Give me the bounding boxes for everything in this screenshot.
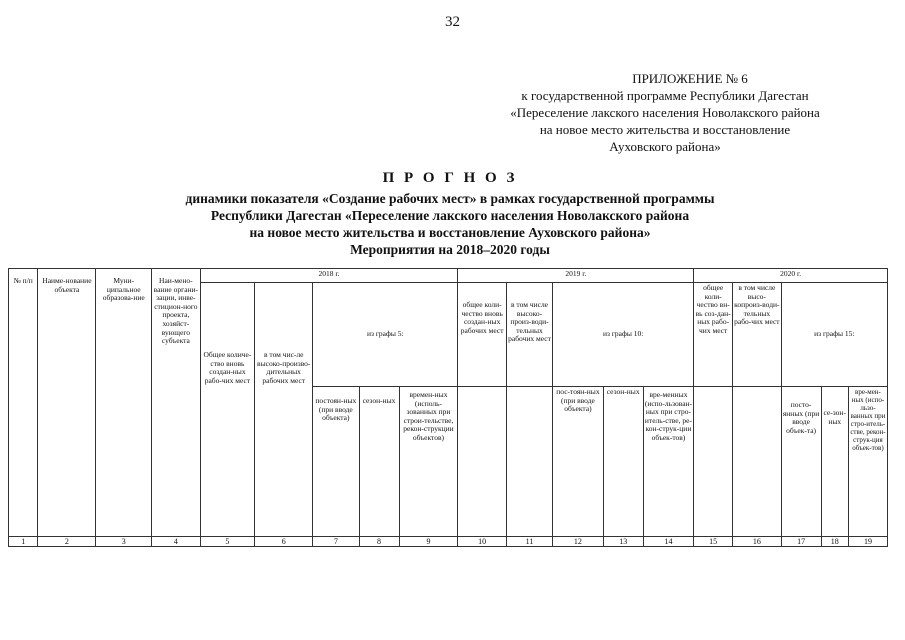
column-number: 6: [255, 537, 313, 547]
header-2020-total-cont: [694, 387, 733, 537]
column-number: 10: [458, 537, 506, 547]
header-2020-high-cont: [733, 387, 781, 537]
column-number: 19: [848, 537, 887, 547]
header-2020-seasonal: се-зон-ных: [821, 387, 848, 537]
title-line: Мероприятия на 2018–2020 годы: [350, 242, 550, 257]
header-2018-total: Общее количе-ство вновь создан-ных рабо-чих мест: [200, 283, 255, 537]
column-number: 15: [694, 537, 733, 547]
appendix-line: Ауховского района»: [609, 139, 721, 154]
header-year-2020: 2020 г.: [694, 269, 888, 283]
appendix-heading: [430, 70, 900, 155]
header-2019-total: общее коли-чество вновь создан-ных рабочих мест: [458, 283, 506, 387]
column-number: 5: [200, 537, 255, 547]
header-2020-high-productivity: в том числе высо-копроиз-води-тельных рабо-чих мест: [733, 283, 781, 387]
column-number: 14: [643, 537, 694, 547]
page-number: 32: [445, 14, 460, 30]
column-number: 8: [359, 537, 399, 547]
header-2018-high-productivity: в том чис-ле высоко-произво-дительных рабочих мест: [255, 283, 313, 537]
appendix-title: ПРИЛОЖЕНИЕ № 6: [632, 71, 748, 86]
column-number: 16: [733, 537, 781, 547]
header-object-name: Наиме-нование объекта: [38, 269, 96, 537]
header-2018-permanent: постоян-ных (при вводе объекта): [313, 387, 359, 537]
column-number: 13: [603, 537, 643, 547]
header-2019-total-cont: [458, 387, 506, 537]
header-2019-seasonal: сезон-ных: [603, 387, 643, 537]
column-number: 9: [399, 537, 458, 547]
column-number: 12: [553, 537, 604, 547]
column-number: 1: [9, 537, 38, 547]
header-2020-permanent: посто-янных (при вводе объек-та): [781, 387, 821, 537]
header-2018-of-column: из графы 5:: [313, 283, 458, 387]
header-municipality: Муни-ципальное образова-ние: [96, 269, 152, 537]
header-organization: Наи-мено-вание органи-зации, инве-стицион-ного проекта, хозяйст-вующего субъекта: [152, 269, 200, 537]
header-2018-seasonal: сезон-ных: [359, 387, 399, 537]
header-2019-permanent: пос-тоян-ных (при вводе объекта): [553, 387, 604, 537]
header-2020-of-column: из графы 15:: [781, 283, 887, 387]
column-numbers-row: [9, 537, 888, 547]
header-2019-high-cont: [506, 387, 552, 537]
title-heading: П Р О Г Н О З: [382, 170, 518, 186]
column-number: 7: [313, 537, 359, 547]
header-year-2019: 2019 г.: [458, 269, 694, 283]
title-line: на новое место жительства и восстановление Ауховского района»: [249, 225, 651, 240]
column-number: 11: [506, 537, 552, 547]
title-line: Республики Дагестан «Переселение лакского населения Новолакского района: [210, 208, 690, 223]
header-2020-temporary: вре-мен-ных (испо-льзо-ванных при стро-итель-стве, рекон-струк-ция объек-тов): [848, 387, 887, 537]
header-2019-of-column: из графы 10:: [553, 283, 694, 387]
header-2019-high-productivity: в том числе высоко-произ-води-тельных рабочих мест: [506, 283, 552, 387]
forecast-table: [8, 268, 888, 547]
header-year-2018: 2018 г.: [200, 269, 458, 283]
column-number: 4: [152, 537, 200, 547]
title-line: динамики показателя «Создание рабочих мест» в рамках государственной программы: [185, 191, 715, 206]
header-no: № п/п: [9, 269, 38, 537]
column-number: 17: [781, 537, 821, 547]
header-2020-total: общее коли-чество вн-вь соз-дан-ных рабо-чих мест: [694, 283, 733, 387]
column-number: 3: [96, 537, 152, 547]
appendix-line: на новое место жительства и восстановление: [539, 122, 791, 137]
appendix-line: к государственной программе Республики Дагестан: [521, 88, 809, 103]
appendix-line: «Переселение лакского населения Новолакского района: [510, 105, 820, 120]
document-title: [40, 170, 860, 258]
column-number: 2: [38, 537, 96, 547]
header-2019-temporary: вре-менных (испо-льзован-ных при стро-итель-стве, ре-кон-струк-ции объек-тов): [643, 387, 694, 537]
column-number: 18: [821, 537, 848, 547]
header-2018-temporary: времен-ных (исполь-зованных при строи-тельстве, рекон-струкции объектов): [399, 387, 458, 537]
